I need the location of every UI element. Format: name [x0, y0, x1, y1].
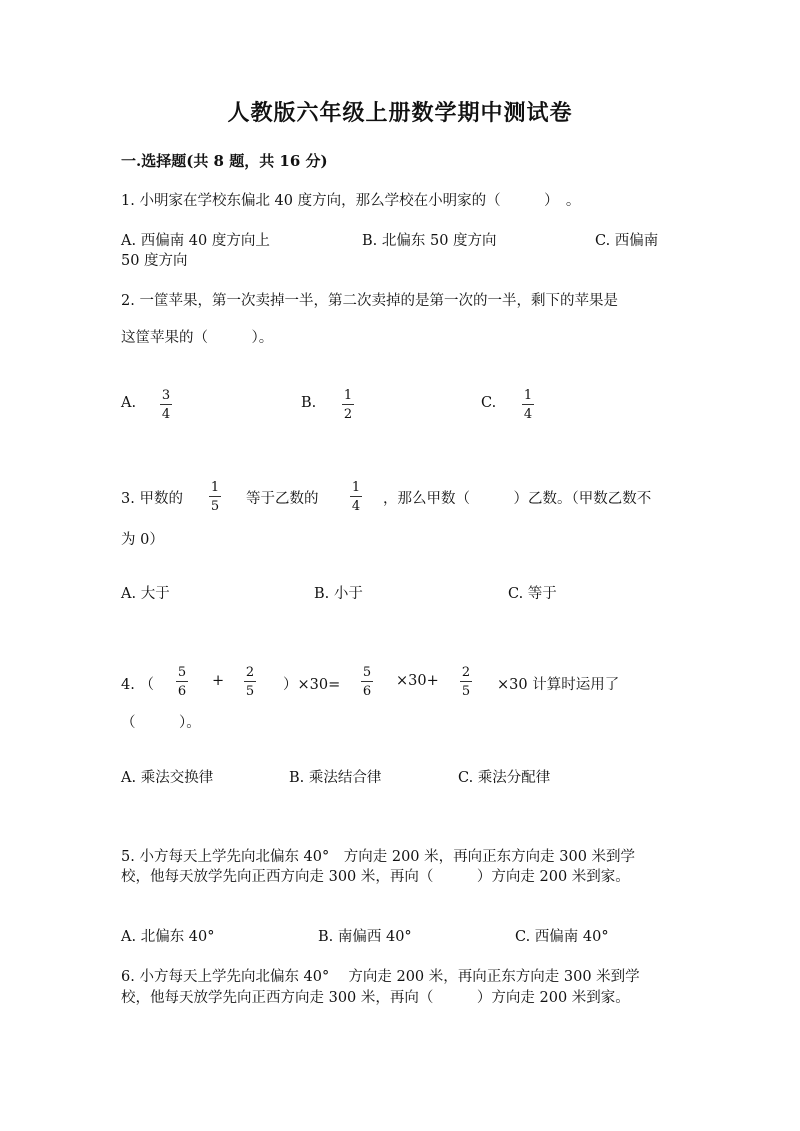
fraction-denominator: 2 [343, 407, 353, 422]
fraction-numerator: 5 [177, 665, 187, 680]
question-3-text-middle: 等于乙数的 [246, 491, 319, 507]
question-4-text-end: ×30 计算时运用了 [497, 677, 620, 693]
question-1-option-c: C. 西偏南 [595, 233, 659, 249]
question-3-fraction-1 [207, 481, 223, 513]
fraction-denominator: 6 [177, 684, 187, 699]
question-4-option-a: A. 乘法交换律 [121, 770, 214, 786]
question-2-option-a-label: A. [121, 395, 137, 411]
question-4-text-middle: ）×30= [283, 677, 341, 693]
question-2-option-c-fraction [520, 389, 536, 421]
question-3-text-end: ，那么甲数（ ）乙数。（甲数乙数不 [383, 491, 652, 507]
question-1-option-a-cont: 50 度方向 [121, 253, 188, 269]
question-4-fraction-2 [242, 666, 258, 698]
fraction-denominator: 5 [245, 684, 255, 699]
question-3-line-2: 为 0） [121, 532, 164, 548]
question-6-line-1: 6. 小方每天上学先向北偏东 40° 方向走 200 米，再向正东方向走 300 米到学 [121, 969, 640, 985]
question-3-option-b: B. 小于 [314, 586, 363, 602]
fraction-denominator: 5 [210, 499, 220, 514]
fraction-numerator: 1 [210, 480, 220, 495]
question-5-option-b: B. 南偏西 40° [318, 929, 412, 945]
question-5-line-2: 校，他每天放学先向正西方向走 300 米，再向（ ）方向走 200 米到家。 [121, 869, 630, 885]
question-4-fraction-1 [174, 666, 190, 698]
fraction-numerator: 1 [523, 388, 533, 403]
question-4-text-start: 4. （ [121, 677, 154, 693]
question-1-option-b: B. 北偏东 50 度方向 [362, 233, 497, 249]
question-3-fraction-2 [348, 481, 364, 513]
fraction-denominator: 5 [461, 684, 471, 699]
question-4-fraction-4 [458, 666, 474, 698]
question-5-option-a: A. 北偏东 40° [121, 929, 215, 945]
question-2-option-a-fraction [158, 389, 174, 421]
question-4-text-middle-2: ×30+ [396, 673, 439, 689]
question-4-option-b: B. 乘法结合律 [289, 770, 382, 786]
fraction-numerator: 2 [461, 665, 471, 680]
question-2-option-c-label: C. [481, 395, 497, 411]
question-4-fraction-3 [359, 666, 375, 698]
question-1-text: 1. 小明家在学校东偏北 40 度方向，那么学校在小明家的（ ） 。 [121, 193, 581, 209]
question-4-plus: + [212, 673, 225, 689]
question-3-text-start: 3. 甲数的 [121, 491, 183, 507]
question-5-line-1: 5. 小方每天上学先向北偏东 40° 方向走 200 米，再向正东方向走 300 米到学 [121, 849, 636, 865]
question-3-option-c: C. 等于 [508, 586, 557, 602]
fraction-numerator: 1 [351, 480, 361, 495]
question-4-option-c: C. 乘法分配律 [458, 770, 551, 786]
fraction-denominator: 4 [523, 407, 533, 422]
fraction-numerator: 5 [362, 665, 372, 680]
fraction-numerator: 3 [161, 388, 171, 403]
question-2-line-2: 这筐苹果的（ ）。 [121, 330, 274, 346]
fraction-numerator: 1 [343, 388, 353, 403]
question-6-line-2: 校，他每天放学先向正西方向走 300 米，再向（ ）方向走 200 米到家。 [121, 990, 630, 1006]
question-2-option-b-label: B. [301, 395, 317, 411]
question-4-line-2: （ ）。 [121, 715, 201, 731]
fraction-denominator: 4 [351, 499, 361, 514]
section-heading: 一.选择题(共 8 题，共 16 分) [121, 152, 328, 170]
question-2-line-1: 2. 一筐苹果，第一次卖掉一半，第二次卖掉的是第一次的一半，剩下的苹果是 [121, 293, 618, 309]
fraction-denominator: 6 [362, 684, 372, 699]
fraction-denominator: 4 [161, 407, 171, 422]
question-3-option-a: A. 大于 [121, 586, 170, 602]
page-title: 人教版六年级上册数学期中测试卷 [227, 100, 573, 126]
question-1-option-a: A. 西偏南 40 度方向上 [121, 233, 270, 249]
question-5-option-c: C. 西偏南 40° [515, 929, 609, 945]
question-2-option-b-fraction [340, 389, 356, 421]
fraction-numerator: 2 [245, 665, 255, 680]
